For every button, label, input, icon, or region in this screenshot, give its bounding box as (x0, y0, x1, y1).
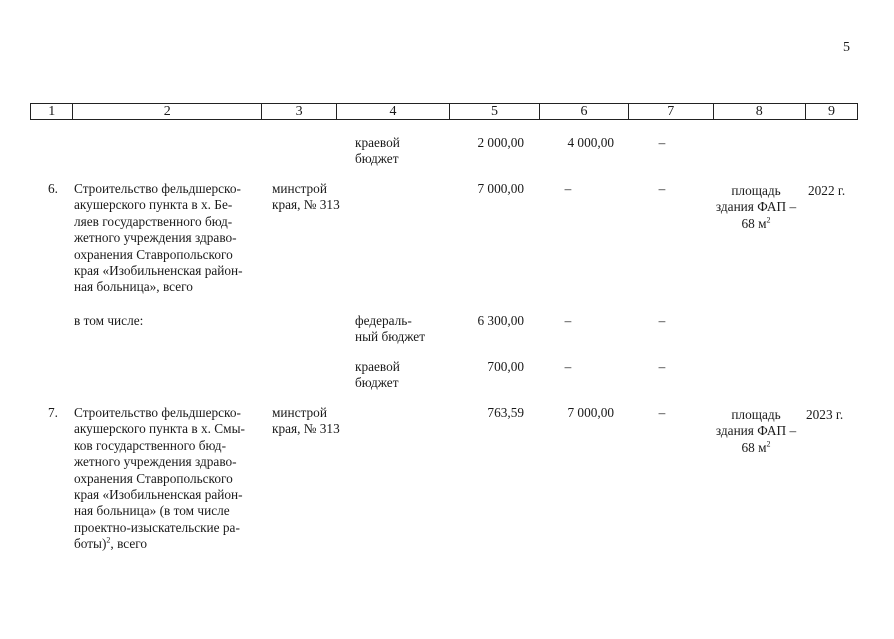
row-number: 7. (48, 405, 58, 420)
amount-col-7: – (658, 313, 666, 328)
header-col-3: 3 (262, 104, 337, 119)
header-col-6: 6 (540, 104, 629, 119)
amount-col-6: – (564, 181, 572, 196)
amount-col-6: – (564, 359, 572, 374)
header-col-2: 2 (73, 104, 262, 119)
amount-col-5: 763,59 (487, 405, 524, 420)
header-col-9: 9 (827, 104, 835, 119)
object-description: Строительство фельдшерско- акушерского пункта в х. Смы- ков государственного бюд- жетного учреждения здраво- охранения Ставропольского края «Изобильненская район- ная больница» (в том числе проектно-изыскательские ра- боты)$^2$, всего (74, 405, 245, 552)
amount-col-7: – (658, 135, 666, 150)
funding-source: краевой бюджет (355, 359, 400, 391)
object-description: Строительство фельдшерско- акушерского пункта в х. Бе- ляев государственного бюд- жетного учреждения здраво- охранения Ставропольского края «Изобильненская район- ная больница», всего (74, 181, 243, 295)
header-col-4: 4 (337, 104, 450, 119)
funding-source: краевой бюджет (355, 135, 400, 167)
amount-col-5: 700,00 (487, 359, 524, 374)
table-header-row (30, 103, 858, 120)
responsible-executor: минстрой края, № 313 (272, 405, 340, 437)
amount-col-5: 2 000,00 (477, 135, 524, 150)
subtotal-label: в том числе: (74, 313, 144, 328)
amount-col-6: 7 000,00 (567, 405, 614, 420)
completion-year: 2023 г. (806, 407, 844, 422)
amount-col-7: – (658, 405, 666, 420)
header-col-1: 1 (31, 104, 73, 119)
header-col-7: 7 (629, 104, 714, 119)
row-number: 6. (48, 181, 58, 196)
funding-source: федераль- ный бюджет (355, 313, 426, 345)
completion-year: 2022 г. (808, 183, 846, 198)
header-col-5: 5 (450, 104, 541, 119)
responsible-executor: минстрой края, № 313 (272, 181, 340, 213)
header-col-8: 8 (714, 104, 806, 119)
amount-col-6: 4 000,00 (567, 135, 614, 150)
amount-col-5: 6 300,00 (477, 313, 524, 328)
amount-col-6: – (564, 313, 572, 328)
amount-col-7: – (658, 181, 666, 196)
amount-col-5: 7 000,00 (477, 181, 524, 196)
target-indicator: площадь здания ФАП – 68 $м^2$ (715, 407, 797, 455)
amount-col-7: – (658, 359, 666, 374)
page-number: 5 (843, 40, 850, 55)
target-indicator: площадь здания ФАП – 68 $м^2$ (715, 183, 797, 231)
